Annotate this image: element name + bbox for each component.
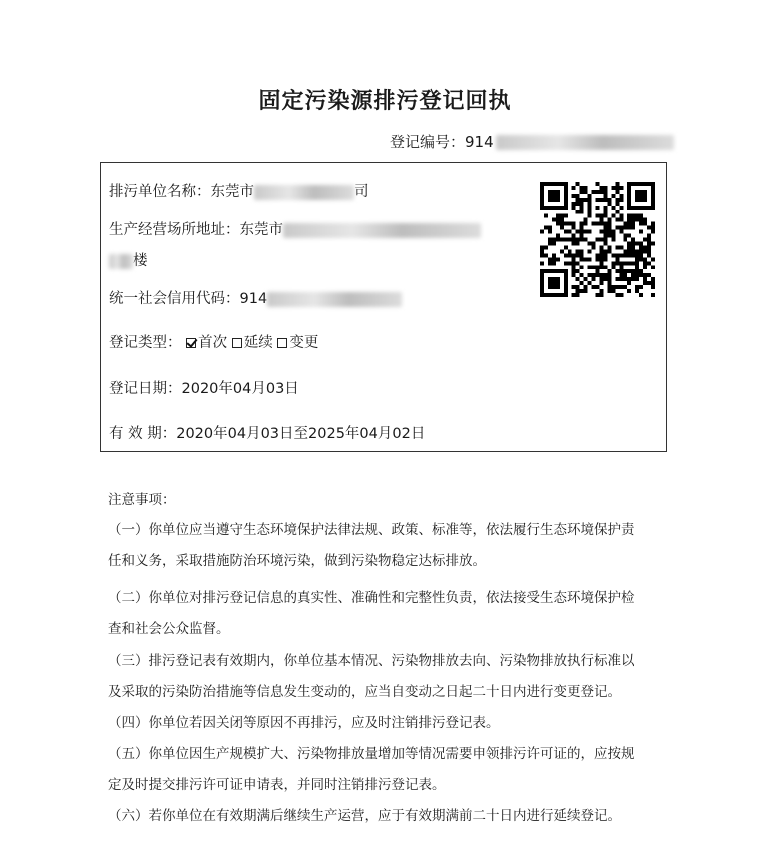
reg-type-label: 登记类型： — [109, 335, 182, 351]
credit-code-label: 统一社会信用代码： — [109, 291, 240, 307]
unit-name-suffix: 司 — [354, 184, 369, 200]
reg-type-first: 首次 — [198, 335, 228, 351]
address-line2: 楼 — [133, 253, 148, 269]
address-prefix: 东莞市 — [239, 222, 283, 238]
note-line: （四）你单位若因关闭等原因不再排污，应及时注销排污登记表。 — [108, 715, 500, 731]
note-line: 及采取的污染防治措施等信息发生变动的，应当自变动之日起二十日内进行变更登记。 — [108, 684, 621, 700]
note-line: （五）你单位因生产规模扩大、污染物排放量增加等情况需要申领排污许可证的，应按规 — [108, 746, 635, 762]
address-line2-row — [109, 249, 148, 270]
redacted-reg-no — [496, 135, 674, 150]
checkbox-change-icon — [277, 338, 287, 348]
validity-row — [109, 422, 425, 443]
checkbox-first-icon — [186, 338, 196, 348]
redacted-unit-name — [254, 185, 354, 200]
note-line: 查和社会公众监督。 — [108, 621, 230, 637]
note-line: （一）你单位应当遵守生态环境保护法律法规、政策、标准等，依法履行生态环境保护责 — [108, 522, 635, 538]
unit-name-row — [109, 180, 369, 201]
note-line: （三）排污登记表有效期内，你单位基本情况、污染物排放去向、污染物排放执行标准以 — [108, 653, 635, 669]
reg-no-label: 登记编号： — [390, 133, 466, 151]
reg-type-change: 变更 — [289, 335, 319, 351]
redacted-credit-code — [267, 292, 402, 307]
notes-heading: 注意事项： — [108, 492, 176, 508]
reg-date-value: 2020年04月03日 — [181, 381, 299, 397]
note-line: （二）你单位对排污登记信息的真实性、准确性和完整性负责，依法接受生态环境保护检 — [108, 590, 635, 606]
reg-date-row — [109, 377, 299, 398]
reg-date-label: 登记日期： — [109, 381, 182, 397]
credit-code-visible: 914 — [239, 291, 268, 307]
credit-code-row — [109, 287, 402, 308]
note-line: 定及时提交排污许可证申请表，并同时注销排污登记表。 — [108, 777, 446, 793]
checkbox-extend-icon — [232, 338, 242, 348]
note-line: 任和义务，采取措施防治环境污染，做到污染物稳定达标排放。 — [108, 553, 486, 569]
address-row — [109, 218, 481, 239]
validity-value: 2020年04月03日至2025年04月02日 — [176, 426, 426, 442]
unit-name-label: 排污单位名称： — [109, 184, 211, 200]
info-box — [100, 162, 667, 452]
document-title: 固定污染源排污登记回执 — [258, 89, 512, 114]
qr-code-icon — [540, 182, 655, 297]
redacted-address-line2 — [109, 254, 133, 269]
reg-no-visible: 914 — [465, 133, 494, 151]
registration-number — [390, 131, 674, 152]
reg-type-row — [109, 331, 318, 352]
note-line: （六）若你单位在有效期满后继续生产运营，应于有效期满前二十日内进行延续登记。 — [108, 808, 621, 824]
reg-type-extend: 延续 — [243, 335, 273, 351]
address-label: 生产经营场所地址： — [109, 222, 240, 238]
validity-label: 有 效 期： — [109, 426, 177, 442]
redacted-address — [283, 223, 481, 238]
unit-name-prefix: 东莞市 — [210, 184, 254, 200]
